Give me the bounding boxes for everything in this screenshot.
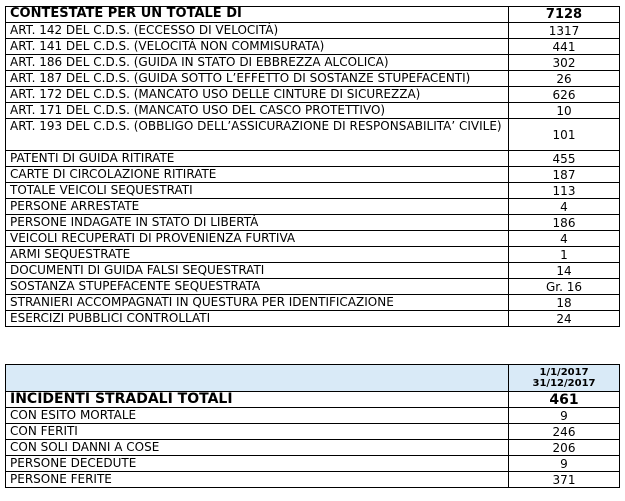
table-row	[6, 119, 620, 151]
row-label: CON SOLI DANNI A COSE	[6, 440, 509, 456]
row-label: SOSTANZA STUPEFACENTE SEQUESTRATA	[6, 279, 509, 295]
row-label: ART. 193 DEL C.D.S. (OBBLIGO DELL’ASSICURAZIONE DI RESPONSABILITA’ CIVILE)	[6, 119, 509, 151]
table-row	[6, 39, 620, 55]
row-label: ARMI SEQUESTRATE	[6, 247, 509, 263]
row-label: PERSONE ARRESTATE	[6, 199, 509, 215]
row-value: 1317	[509, 23, 620, 39]
row-label: CONTESTATE PER UN TOTALE DI	[6, 7, 509, 23]
table-row	[6, 167, 620, 183]
row-value: 14	[509, 263, 620, 279]
table-row	[6, 7, 620, 23]
row-label: VEICOLI RECUPERATI DI PROVENIENZA FURTIVA	[6, 231, 509, 247]
table-row	[6, 55, 620, 71]
row-value: 246	[509, 424, 620, 440]
row-label: ART. 142 DEL C.D.S. (ECCESSO DI VELOCITÀ)	[6, 23, 509, 39]
accidents-header-row	[6, 365, 620, 392]
row-value: 101	[509, 119, 620, 151]
row-label: PATENTI DI GUIDA RITIRATE	[6, 151, 509, 167]
row-value: 1	[509, 247, 620, 263]
row-label: STRANIERI ACCOMPAGNATI IN QUESTURA PER IDENTIFICAZIONE	[6, 295, 509, 311]
row-label: ART. 141 DEL C.D.S. (VELOCITÀ NON COMMISURATA)	[6, 39, 509, 55]
row-label: CARTE DI CIRCOLAZIONE RITIRATE	[6, 167, 509, 183]
table-row	[6, 231, 620, 247]
row-label: ART. 171 DEL C.D.S. (MANCATO USO DEL CASCO PROTETTIVO)	[6, 103, 509, 119]
table-row	[6, 247, 620, 263]
row-value: 9	[509, 408, 620, 424]
table-row	[6, 440, 620, 456]
row-label: DOCUMENTI DI GUIDA FALSI SEQUESTRATI	[6, 263, 509, 279]
row-value: 461	[509, 392, 620, 408]
row-label: PERSONE INDAGATE IN STATO DI LIBERTÀ	[6, 215, 509, 231]
accidents-table	[5, 364, 620, 488]
table-row	[6, 215, 620, 231]
enforcement-table	[5, 6, 620, 327]
row-value: 4	[509, 199, 620, 215]
row-label: TOTALE VEICOLI SEQUESTRATI	[6, 183, 509, 199]
row-value: 206	[509, 440, 620, 456]
row-value: 441	[509, 39, 620, 55]
table-row	[6, 263, 620, 279]
row-value: 113	[509, 183, 620, 199]
table-row	[6, 279, 620, 295]
row-label: ART. 187 DEL C.D.S. (GUIDA SOTTO L’EFFETTO DI SOSTANZE STUPEFACENTI)	[6, 71, 509, 87]
table-row	[6, 456, 620, 472]
table-row	[6, 295, 620, 311]
row-value: 10	[509, 103, 620, 119]
row-value: 7128	[509, 7, 620, 23]
row-value: 302	[509, 55, 620, 71]
period-to: 31/12/2017	[532, 378, 596, 389]
table-row	[6, 311, 620, 327]
table-row	[6, 23, 620, 39]
row-value: 18	[509, 295, 620, 311]
table-row	[6, 424, 620, 440]
period-header	[509, 365, 620, 392]
row-value: 9	[509, 456, 620, 472]
row-label: ESERCIZI PUBBLICI CONTROLLATI	[6, 311, 509, 327]
table-row	[6, 151, 620, 167]
row-value: Gr. 16	[509, 279, 620, 295]
row-label: PERSONE FERITE	[6, 472, 509, 488]
table-row	[6, 103, 620, 119]
row-label: PERSONE DECEDUTE	[6, 456, 509, 472]
table-row	[6, 183, 620, 199]
row-value: 186	[509, 215, 620, 231]
row-value: 24	[509, 311, 620, 327]
table-row	[6, 87, 620, 103]
row-label: ART. 186 DEL C.D.S. (GUIDA IN STATO DI EBBREZZA ALCOLICA)	[6, 55, 509, 71]
table-row	[6, 472, 620, 488]
header-blank-cell	[6, 365, 509, 392]
table-row	[6, 392, 620, 408]
row-value: 26	[509, 71, 620, 87]
row-label: CON ESITO MORTALE	[6, 408, 509, 424]
table-row	[6, 408, 620, 424]
table-row	[6, 199, 620, 215]
row-value: 4	[509, 231, 620, 247]
row-value: 187	[509, 167, 620, 183]
row-value: 626	[509, 87, 620, 103]
row-label: INCIDENTI STRADALI TOTALI	[6, 392, 509, 408]
row-value: 371	[509, 472, 620, 488]
row-value: 455	[509, 151, 620, 167]
row-label: CON FERITI	[6, 424, 509, 440]
table-row	[6, 71, 620, 87]
row-label: ART. 172 DEL C.D.S. (MANCATO USO DELLE CINTURE DI SICUREZZA)	[6, 87, 509, 103]
period-from: 1/1/2017	[539, 367, 589, 378]
